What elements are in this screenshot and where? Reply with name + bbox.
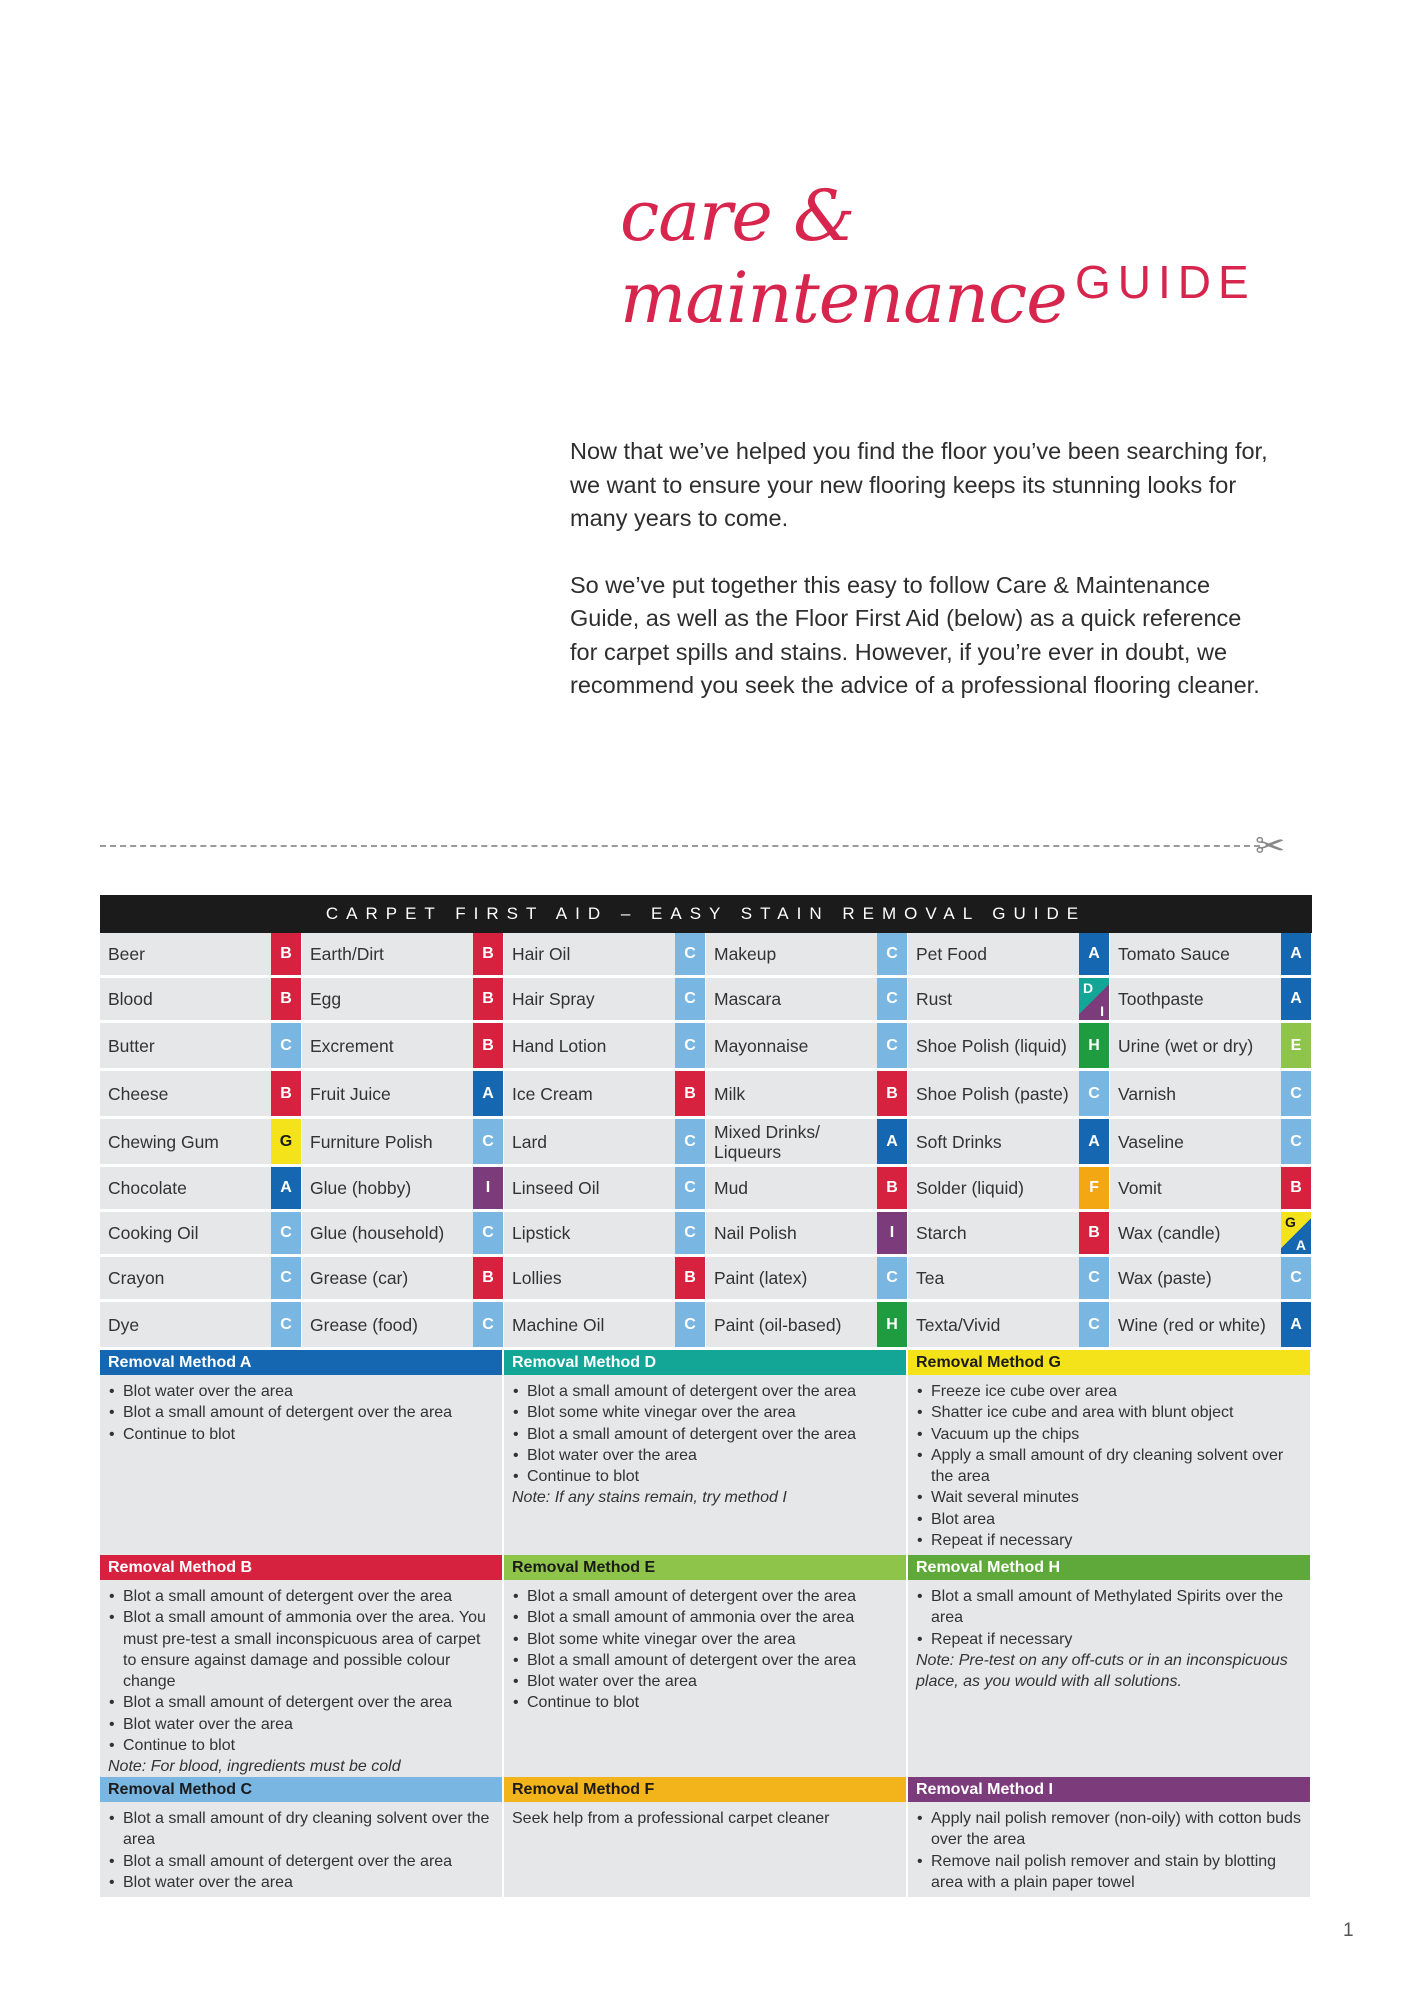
- stain-cell: [100, 1302, 302, 1350]
- stain-name: Solder (liquid): [908, 1167, 1079, 1209]
- stain-name: Butter: [100, 1023, 271, 1068]
- removal-method-f: [504, 1777, 908, 1897]
- method-code-letter: G: [1285, 1214, 1296, 1230]
- cut-line: [100, 845, 1260, 847]
- method-step: • Blot a small amount of detergent over the area: [524, 1650, 898, 1671]
- stain-name: Texta/Vivid: [908, 1302, 1079, 1347]
- method-step: • Apply a small amount of dry cleaning solvent over the area: [928, 1445, 1302, 1488]
- method-code-badge: C: [675, 1119, 705, 1164]
- method-code-badge: C: [877, 933, 907, 975]
- method-body: [908, 1375, 1310, 1555]
- method-code-badge: B: [271, 1071, 301, 1116]
- stain-name: Wax (candle): [1110, 1212, 1281, 1254]
- stain-name: Rust: [908, 978, 1079, 1020]
- stain-cell: [100, 1257, 302, 1302]
- method-code-badge: B: [1079, 1212, 1109, 1254]
- method-code-badge: A: [1281, 978, 1311, 1020]
- method-title: Removal Method D: [504, 1350, 906, 1375]
- method-code-badge: G: [271, 1119, 301, 1164]
- removal-method-b: [100, 1555, 504, 1777]
- stain-cell: [1110, 1119, 1312, 1167]
- stain-cell: [504, 1257, 706, 1302]
- method-code-badge: C: [1079, 1257, 1109, 1299]
- stain-cell: [302, 1257, 504, 1302]
- method-code-badge: B: [675, 1257, 705, 1299]
- stain-removal-guide: [100, 895, 1312, 1897]
- stain-cell: [706, 1119, 908, 1167]
- method-step: • Blot water over the area: [120, 1381, 494, 1402]
- stain-name: Varnish: [1110, 1071, 1281, 1116]
- stain-name: Wine (red or white): [1110, 1302, 1281, 1347]
- method-code-badge: C: [675, 933, 705, 975]
- stain-name: Ice Cream: [504, 1071, 675, 1116]
- stain-name: Grease (car): [302, 1257, 473, 1299]
- stain-cell: [706, 1212, 908, 1257]
- method-code-badge: C: [1281, 1119, 1311, 1164]
- method-step: • Blot a small amount of detergent over the area: [524, 1586, 898, 1607]
- method-code-badge: A: [1281, 1302, 1311, 1347]
- method-steps: [108, 1381, 494, 1445]
- method-title: Removal Method E: [504, 1555, 906, 1580]
- stain-cell: [302, 1119, 504, 1167]
- method-step: • Blot a small amount of Methylated Spirits over the area: [928, 1586, 1302, 1629]
- method-step: • Blot a small amount of ammonia over the area. You must pre-test a small inconspicuous area of carpet to ensure against damage and possible colour change: [120, 1607, 494, 1692]
- method-code-badge: B: [271, 933, 301, 975]
- method-code-badge: B: [1281, 1167, 1311, 1209]
- method-steps: [916, 1808, 1302, 1893]
- method-code-badge: B: [877, 1167, 907, 1209]
- stain-name: Dye: [100, 1302, 271, 1347]
- stain-cell: [504, 978, 706, 1023]
- method-body: [504, 1802, 906, 1833]
- stain-name: Egg: [302, 978, 473, 1020]
- method-code-badge: C: [675, 1302, 705, 1347]
- stain-name: Beer: [100, 933, 271, 975]
- stain-name: Cheese: [100, 1071, 271, 1116]
- removal-method-c: [100, 1777, 504, 1897]
- method-code-badge: [1281, 1212, 1311, 1254]
- stain-cell: [908, 1302, 1110, 1350]
- method-note: Note: If any stains remain, try method I: [512, 1489, 787, 1507]
- method-code-badge: B: [473, 978, 503, 1020]
- stain-cell: [1110, 933, 1312, 978]
- stain-name: Glue (household): [302, 1212, 473, 1254]
- method-code-badge: C: [473, 1119, 503, 1164]
- stain-name: Chewing Gum: [100, 1119, 271, 1164]
- stain-cell: [504, 933, 706, 978]
- method-code-badge: C: [1079, 1302, 1109, 1347]
- title-guide: GUIDE: [1075, 256, 1256, 308]
- method-step: • Wait several minutes: [928, 1487, 1302, 1508]
- method-code-badge: C: [877, 1023, 907, 1068]
- stain-name: Paint (oil-based): [706, 1302, 877, 1347]
- stain-cell: [1110, 1257, 1312, 1302]
- method-body: [504, 1375, 906, 1513]
- method-body: [100, 1802, 502, 1897]
- method-code-badge: C: [675, 1212, 705, 1254]
- method-code-badge: C: [877, 978, 907, 1020]
- stain-name: Urine (wet or dry): [1110, 1023, 1281, 1068]
- stain-cell: [100, 933, 302, 978]
- stain-name: Starch: [908, 1212, 1079, 1254]
- stain-name: Paint (latex): [706, 1257, 877, 1299]
- method-text: Seek help from a professional carpet cleaner: [512, 1810, 830, 1827]
- stain-cell: [706, 1023, 908, 1071]
- method-step: • Remove nail polish remover and stain by blotting area with a plain paper towel: [928, 1851, 1302, 1894]
- stain-cell: [504, 1119, 706, 1167]
- stain-name: Hair Oil: [504, 933, 675, 975]
- stain-cell: [302, 1212, 504, 1257]
- stain-name: Mud: [706, 1167, 877, 1209]
- method-title: Removal Method B: [100, 1555, 502, 1580]
- method-step: • Blot some white vinegar over the area: [524, 1629, 898, 1650]
- method-code-badge: F: [1079, 1167, 1109, 1209]
- method-code-letter: A: [1295, 1237, 1306, 1253]
- stain-name: Toothpaste: [1110, 978, 1281, 1020]
- method-code-letter: I: [1100, 1003, 1104, 1019]
- title-script: care & maintenance: [620, 175, 1067, 339]
- method-title: Removal Method C: [100, 1777, 502, 1802]
- method-steps: [512, 1586, 898, 1714]
- stain-name: Hair Spray: [504, 978, 675, 1020]
- guide-header: CARPET FIRST AID – EASY STAIN REMOVAL GUIDE: [100, 895, 1312, 933]
- stain-name: Grease (food): [302, 1302, 473, 1347]
- method-code-badge: C: [473, 1212, 503, 1254]
- stain-name: Hand Lotion: [504, 1023, 675, 1068]
- method-step: • Vacuum up the chips: [928, 1424, 1302, 1445]
- method-code-badge: C: [271, 1212, 301, 1254]
- stain-name: Lollies: [504, 1257, 675, 1299]
- method-body: [908, 1580, 1310, 1696]
- stain-name: Shoe Polish (paste): [908, 1071, 1079, 1116]
- stain-name: Lipstick: [504, 1212, 675, 1254]
- method-code-badge: I: [473, 1167, 503, 1209]
- stain-cell: [100, 1023, 302, 1071]
- method-note: Note: For blood, ingredients must be cold: [108, 1758, 401, 1776]
- method-step: • Blot water over the area: [524, 1671, 898, 1692]
- method-body: [100, 1580, 502, 1782]
- method-steps: [108, 1808, 494, 1893]
- stain-name: Milk: [706, 1071, 877, 1116]
- method-body: [100, 1375, 502, 1449]
- method-code-badge: B: [877, 1071, 907, 1116]
- method-step: • Blot water over the area: [524, 1445, 898, 1466]
- scissors-icon: ✂: [1255, 826, 1286, 867]
- stain-cell: [302, 1023, 504, 1071]
- method-body: [504, 1580, 906, 1718]
- stain-cell: [1110, 1302, 1312, 1350]
- method-code-badge: B: [473, 933, 503, 975]
- method-step: • Continue to blot: [524, 1692, 898, 1713]
- method-code-badge: A: [271, 1167, 301, 1209]
- method-code-badge: I: [877, 1212, 907, 1254]
- intro-paragraph-1: Now that we’ve helped you find the floor you’ve been searching for, we want to ensure your new flooring keeps its stunning looks for many years to come.: [570, 438, 1268, 531]
- method-step: • Blot a small amount of dry cleaning solvent over the area: [120, 1808, 494, 1851]
- stain-name: Glue (hobby): [302, 1167, 473, 1209]
- method-steps: [916, 1381, 1302, 1551]
- stain-name: Crayon: [100, 1257, 271, 1299]
- stain-name: Shoe Polish (liquid): [908, 1023, 1079, 1068]
- method-step: • Continue to blot: [120, 1735, 494, 1756]
- stain-name: Machine Oil: [504, 1302, 675, 1347]
- page-number: 1: [1343, 1920, 1354, 1941]
- stain-name: Lard: [504, 1119, 675, 1164]
- method-step: • Blot area: [928, 1509, 1302, 1530]
- stain-cell: [1110, 1167, 1312, 1212]
- method-step: • Continue to blot: [524, 1466, 898, 1487]
- method-code-badge: A: [877, 1119, 907, 1164]
- stain-name: Excrement: [302, 1023, 473, 1068]
- method-title: Removal Method G: [908, 1350, 1310, 1375]
- method-code-badge: C: [1281, 1071, 1311, 1116]
- stain-cell: [908, 1119, 1110, 1167]
- stain-name: Cooking Oil: [100, 1212, 271, 1254]
- stain-cell: [100, 1167, 302, 1212]
- stain-name: Tomato Sauce: [1110, 933, 1281, 975]
- method-title: Removal Method F: [504, 1777, 906, 1802]
- method-code-badge: H: [1079, 1023, 1109, 1068]
- method-step: • Blot water over the area: [120, 1872, 494, 1893]
- method-step: • Blot a small amount of detergent over the area: [120, 1692, 494, 1713]
- method-code-badge: C: [877, 1257, 907, 1299]
- method-step: • Blot a small amount of detergent over the area: [524, 1424, 898, 1445]
- method-step: • Shatter ice cube and area with blunt object: [928, 1402, 1302, 1423]
- stain-name: Soft Drinks: [908, 1119, 1079, 1164]
- stain-cell: [908, 1071, 1110, 1119]
- stain-cell: [908, 1212, 1110, 1257]
- method-code-letter: D: [1083, 980, 1094, 996]
- stain-name: Earth/Dirt: [302, 933, 473, 975]
- stain-cell: [908, 933, 1110, 978]
- stain-cell: [504, 1302, 706, 1350]
- method-step: • Blot a small amount of detergent over the area: [524, 1381, 898, 1402]
- method-title: Removal Method H: [908, 1555, 1310, 1580]
- method-code-badge: H: [877, 1302, 907, 1347]
- method-steps: [916, 1586, 1302, 1650]
- intro-paragraph-2: So we’ve put together this easy to follow Care & Maintenance Guide, as well as the Floor First Aid (below) as a quick reference for carpet spills and stains. However, if you’re ever in doubt, we recommend you seek the advice of a professional flooring cleaner.: [570, 571, 1260, 698]
- method-code-badge: [1079, 978, 1109, 1020]
- method-code-badge: C: [675, 978, 705, 1020]
- stain-cell: [504, 1023, 706, 1071]
- method-steps: [512, 1381, 898, 1487]
- stain-cell: [504, 1212, 706, 1257]
- stain-cell: [908, 1023, 1110, 1071]
- removal-method-i: [908, 1777, 1312, 1897]
- stain-cell: [706, 933, 908, 978]
- method-code-badge: E: [1281, 1023, 1311, 1068]
- stain-name: Chocolate: [100, 1167, 271, 1209]
- method-body: [908, 1802, 1310, 1897]
- stain-cell: [302, 1302, 504, 1350]
- method-code-badge: B: [271, 978, 301, 1020]
- stain-name: Vaseline: [1110, 1119, 1281, 1164]
- method-code-badge: C: [271, 1257, 301, 1299]
- method-title: Removal Method I: [908, 1777, 1310, 1802]
- removal-methods: [100, 1350, 1312, 1897]
- method-step: • Repeat if necessary: [928, 1530, 1302, 1551]
- stain-cell: [908, 978, 1110, 1023]
- removal-method-h: [908, 1555, 1312, 1777]
- method-code-badge: C: [675, 1023, 705, 1068]
- stain-cell: [908, 1167, 1110, 1212]
- stain-cell: [706, 1302, 908, 1350]
- stain-cell: [302, 1071, 504, 1119]
- method-step: • Blot a small amount of detergent over the area: [120, 1851, 494, 1872]
- method-code-badge: A: [1079, 933, 1109, 975]
- method-step: • Blot a small amount of detergent over the area: [120, 1586, 494, 1607]
- method-code-badge: C: [1281, 1257, 1311, 1299]
- stain-cell: [1110, 1023, 1312, 1071]
- stain-cell: [706, 1071, 908, 1119]
- stain-cell: [706, 978, 908, 1023]
- stain-name: Tea: [908, 1257, 1079, 1299]
- removal-method-g: [908, 1350, 1312, 1555]
- method-step: • Blot water over the area: [120, 1714, 494, 1735]
- method-code-badge: A: [1281, 933, 1311, 975]
- method-code-badge: B: [473, 1257, 503, 1299]
- stain-cell: [302, 978, 504, 1023]
- stain-name: Furniture Polish: [302, 1119, 473, 1164]
- stain-name: Makeup: [706, 933, 877, 975]
- stain-cell: [302, 933, 504, 978]
- method-note: Note: Pre-test on any off-cuts or in an inconspicuous place, as you would with all solutions.: [916, 1651, 1288, 1691]
- stain-name: Vomit: [1110, 1167, 1281, 1209]
- method-code-badge: C: [271, 1302, 301, 1347]
- stain-name: Pet Food: [908, 933, 1079, 975]
- method-code-badge: C: [473, 1302, 503, 1347]
- method-step: • Repeat if necessary: [928, 1629, 1302, 1650]
- method-steps: [108, 1586, 494, 1756]
- method-code-badge: A: [1079, 1119, 1109, 1164]
- stain-name: Mixed Drinks/ Liqueurs: [706, 1119, 877, 1164]
- method-code-badge: B: [675, 1071, 705, 1116]
- method-code-badge: C: [1079, 1071, 1109, 1116]
- method-step: • Blot a small amount of ammonia over the area: [524, 1607, 898, 1628]
- method-code-badge: A: [473, 1071, 503, 1116]
- stain-cell: [908, 1257, 1110, 1302]
- method-step: • Apply nail polish remover (non-oily) with cotton buds over the area: [928, 1808, 1302, 1851]
- stain-grid: [100, 933, 1312, 1350]
- stain-name: Mascara: [706, 978, 877, 1020]
- stain-cell: [504, 1071, 706, 1119]
- stain-name: Nail Polish: [706, 1212, 877, 1254]
- stain-name: Mayonnaise: [706, 1023, 877, 1068]
- removal-method-e: [504, 1555, 908, 1777]
- stain-cell: [100, 1071, 302, 1119]
- stain-name: Wax (paste): [1110, 1257, 1281, 1299]
- stain-cell: [504, 1167, 706, 1212]
- intro-text: [570, 435, 1270, 736]
- stain-cell: [100, 978, 302, 1023]
- stain-cell: [706, 1167, 908, 1212]
- stain-cell: [1110, 978, 1312, 1023]
- stain-cell: [706, 1257, 908, 1302]
- method-step: • Blot a small amount of detergent over the area: [120, 1402, 494, 1423]
- removal-method-d: [504, 1350, 908, 1555]
- stain-name: Linseed Oil: [504, 1167, 675, 1209]
- stain-cell: [100, 1119, 302, 1167]
- stain-cell: [1110, 1212, 1312, 1257]
- stain-cell: [1110, 1071, 1312, 1119]
- stain-cell: [302, 1167, 504, 1212]
- method-code-badge: C: [675, 1167, 705, 1209]
- method-step: • Freeze ice cube over area: [928, 1381, 1302, 1402]
- method-title: Removal Method A: [100, 1350, 502, 1375]
- method-code-badge: C: [271, 1023, 301, 1068]
- method-step: • Blot some white vinegar over the area: [524, 1402, 898, 1423]
- stain-name: Fruit Juice: [302, 1071, 473, 1116]
- stain-name: Blood: [100, 978, 271, 1020]
- method-step: • Continue to blot: [120, 1424, 494, 1445]
- removal-method-a: [100, 1350, 504, 1555]
- method-code-badge: B: [473, 1023, 503, 1068]
- stain-cell: [100, 1212, 302, 1257]
